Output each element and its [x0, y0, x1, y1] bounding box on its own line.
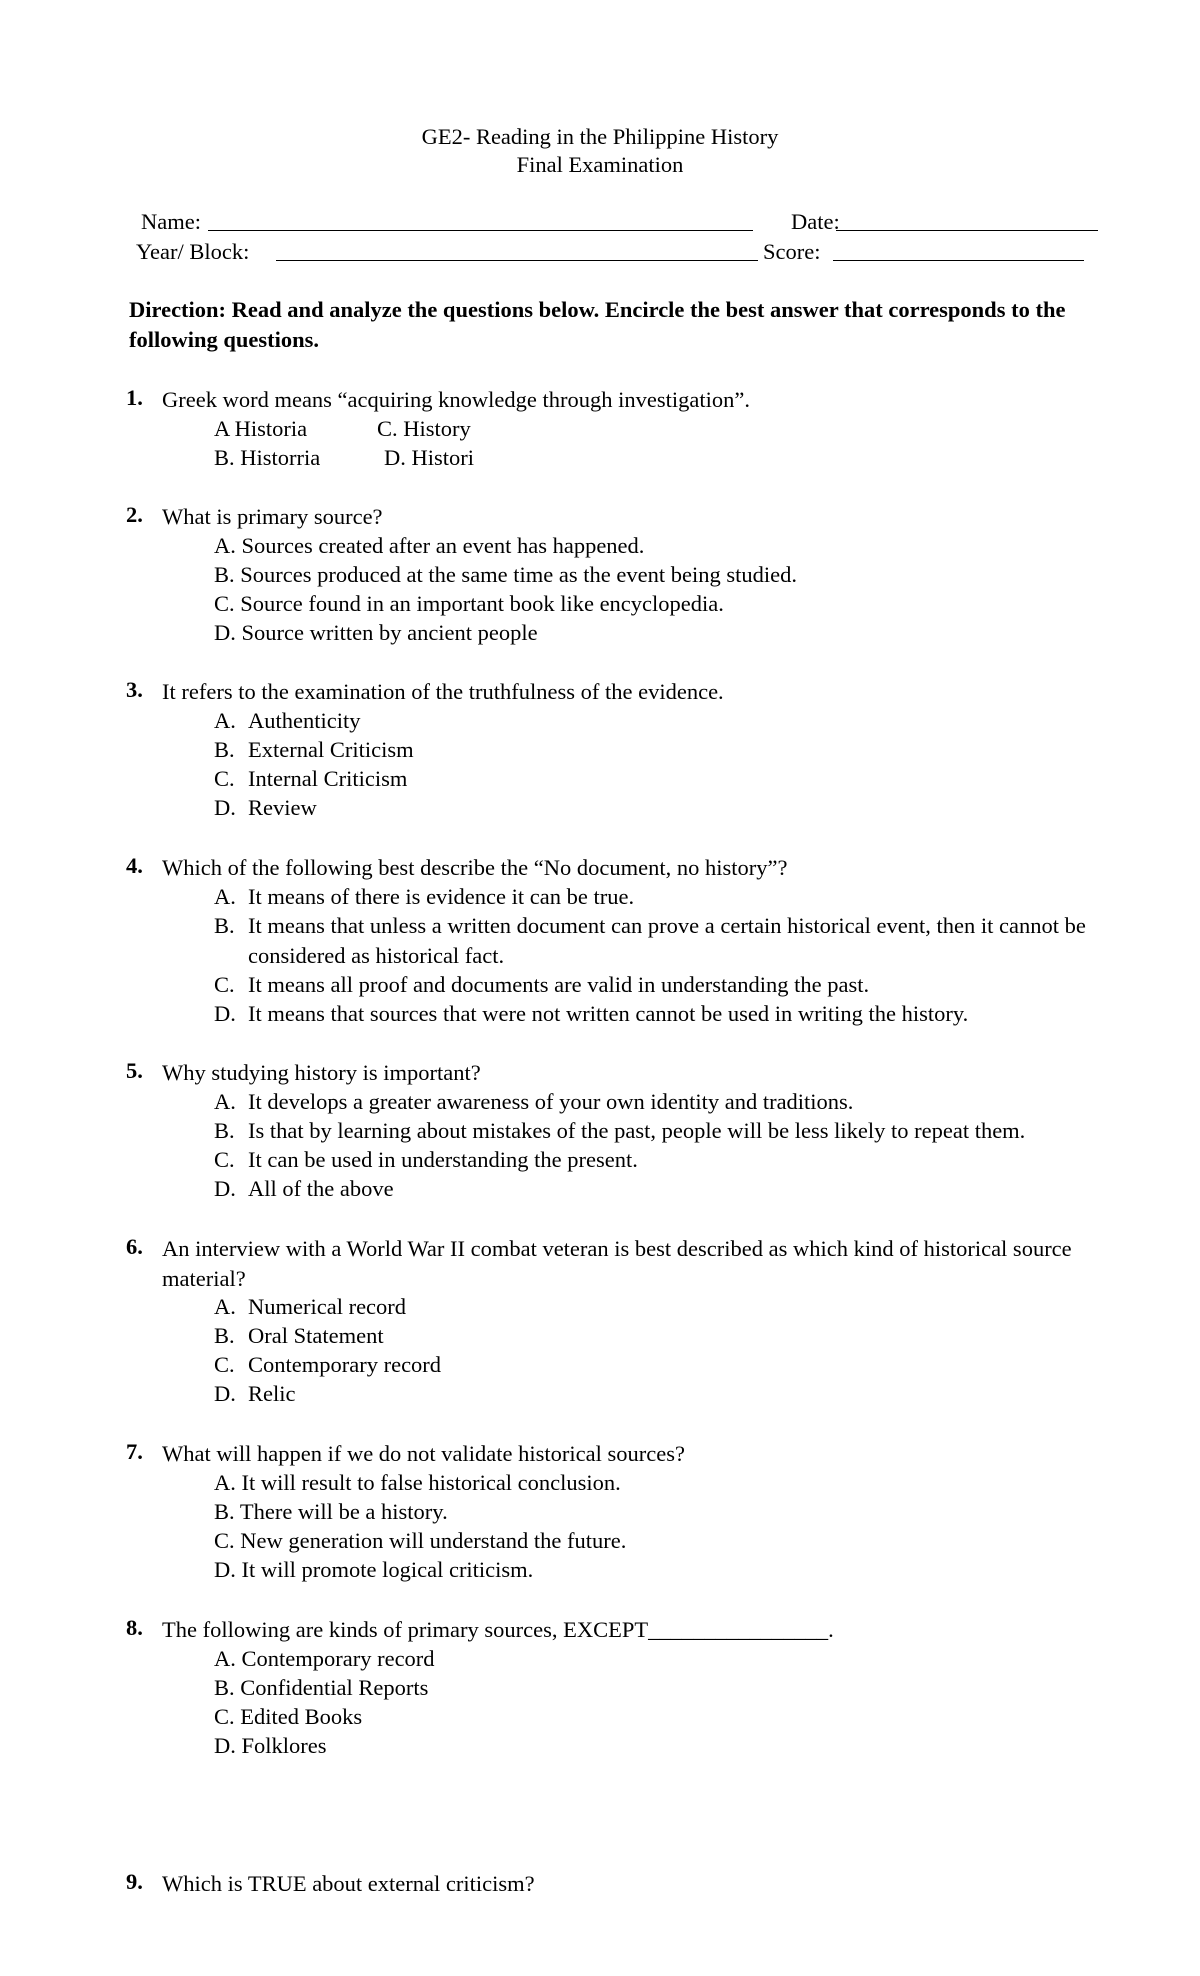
- option-letter: C.: [214, 766, 235, 791]
- option-text: All of the above: [248, 1176, 394, 1201]
- name-date-row: [0, 208, 1200, 236]
- option-a[interactable]: A Historia: [214, 416, 308, 441]
- option-c[interactable]: C. Edited Books: [214, 1704, 363, 1729]
- option-c[interactable]: C. History: [377, 416, 471, 441]
- question-text: It refers to the examination of the truthfulness of the evidence.: [162, 679, 724, 704]
- option-letter: C.: [214, 1352, 235, 1377]
- option-a[interactable]: A. Contemporary record: [214, 1646, 435, 1671]
- score-blank[interactable]: [833, 260, 1084, 261]
- option-text: It means all proof and documents are valid in understanding the past.: [248, 972, 870, 997]
- exam-subtitle: Final Examination: [516, 152, 684, 177]
- option-text: Relic: [248, 1381, 296, 1406]
- question-number: 3.: [126, 677, 143, 702]
- option-d[interactable]: D. Folklores: [214, 1733, 327, 1758]
- question-number: 7.: [126, 1439, 143, 1464]
- option-text: External Criticism: [248, 737, 414, 762]
- option-letter: D.: [214, 1176, 236, 1201]
- option-c[interactable]: C. New generation will understand the future.: [214, 1528, 627, 1553]
- question-number: 4.: [126, 853, 143, 878]
- question-text: An interview with a World War II combat veteran is best described as which kind of historical source material?: [162, 1236, 1072, 1291]
- option-a[interactable]: A. Sources created after an event has happened.: [214, 533, 645, 558]
- question-number: 9.: [126, 1869, 143, 1894]
- year-score-row: [0, 238, 1200, 266]
- name-label: Name:: [141, 209, 201, 234]
- date-blank[interactable]: [836, 230, 1098, 231]
- option-a[interactable]: A. It will result to false historical conclusion.: [214, 1470, 621, 1495]
- option-b[interactable]: B. There will be a history.: [214, 1499, 448, 1524]
- question-text: What will happen if we do not validate historical sources?: [162, 1441, 685, 1466]
- option-letter: B.: [214, 913, 235, 938]
- option-d[interactable]: D. Source written by ancient people: [214, 620, 538, 645]
- option-d[interactable]: D. Histori: [384, 445, 474, 470]
- option-b[interactable]: B. Historria: [214, 445, 321, 470]
- option-letter: D.: [214, 1001, 236, 1026]
- question-number: 8.: [126, 1615, 143, 1640]
- question-number: 5.: [126, 1058, 143, 1083]
- option-text: Oral Statement: [248, 1323, 384, 1348]
- option-letter: A.: [214, 884, 236, 909]
- option-text: It means of there is evidence it can be true.: [248, 884, 635, 909]
- year-block-blank[interactable]: [276, 260, 758, 261]
- question-text: Which of the following best describe the “No document, no history”?: [162, 855, 788, 880]
- option-text: Numerical record: [248, 1294, 407, 1319]
- question-number: 6.: [126, 1234, 143, 1259]
- option-letter: B.: [214, 737, 235, 762]
- question-text: Why studying history is important?: [162, 1060, 481, 1085]
- question-text: Greek word means “acquiring knowledge through investigation”.: [162, 387, 750, 412]
- option-text: It means that unless a written document can prove a certain historical event, then it cannot be considered as historical fact.: [248, 913, 1086, 968]
- option-letter: C.: [214, 1147, 235, 1172]
- question-text: Which is TRUE about external criticism?: [162, 1871, 535, 1896]
- year-block-label: Year/ Block:: [136, 239, 250, 264]
- option-text: It can be used in understanding the present.: [248, 1147, 638, 1172]
- directions: Direction: Read and analyze the questions below. Encircle the best answer that corresponds to the following questions.: [129, 297, 1066, 352]
- question-text: The following are kinds of primary sources, EXCEPT________________.: [162, 1617, 834, 1642]
- option-letter: D.: [214, 1381, 236, 1406]
- option-c[interactable]: C. Source found in an important book like encyclopedia.: [214, 591, 724, 616]
- question-number: 1.: [126, 385, 143, 410]
- option-b[interactable]: B. Sources produced at the same time as the event being studied.: [214, 562, 797, 587]
- option-letter: D.: [214, 795, 236, 820]
- date-label: Date:: [791, 209, 840, 234]
- option-d[interactable]: D. It will promote logical criticism.: [214, 1557, 534, 1582]
- option-text: Review: [248, 795, 317, 820]
- option-b[interactable]: B. Confidential Reports: [214, 1675, 429, 1700]
- name-blank[interactable]: [208, 230, 753, 231]
- option-letter: A.: [214, 1089, 236, 1114]
- option-letter: A.: [214, 1294, 236, 1319]
- option-letter: B.: [214, 1118, 235, 1143]
- option-letter: A.: [214, 708, 236, 733]
- question-text: What is primary source?: [162, 504, 383, 529]
- option-text: Is that by learning about mistakes of the past, people will be less likely to repeat them.: [248, 1118, 1026, 1143]
- option-letter: B.: [214, 1323, 235, 1348]
- option-text: Authenticity: [248, 708, 361, 733]
- option-text: It means that sources that were not written cannot be used in writing the history.: [248, 1001, 969, 1026]
- option-text: Internal Criticism: [248, 766, 408, 791]
- score-label: Score:: [763, 239, 821, 264]
- option-text: Contemporary record: [248, 1352, 442, 1377]
- option-letter: C.: [214, 972, 235, 997]
- exam-title: GE2- Reading in the Philippine History: [421, 124, 779, 149]
- option-text: It develops a greater awareness of your own identity and traditions.: [248, 1089, 854, 1114]
- question-number: 2.: [126, 502, 143, 527]
